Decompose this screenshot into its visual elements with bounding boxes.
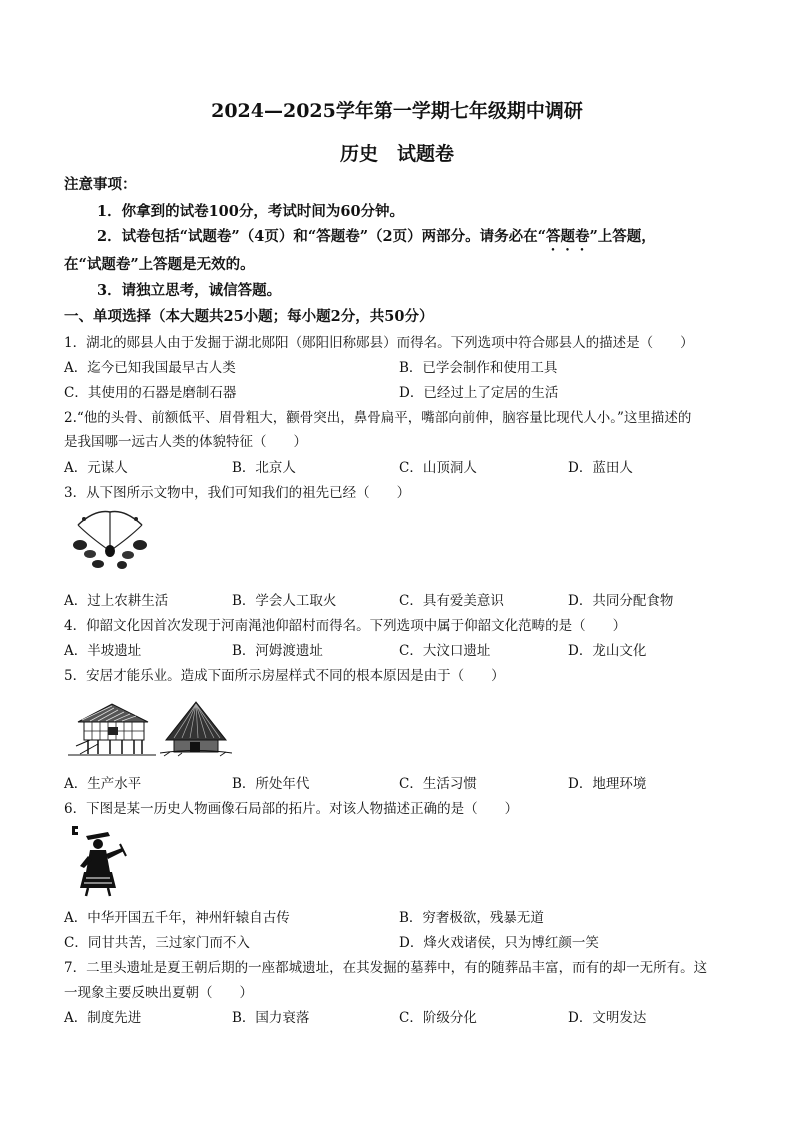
stone-relief-figure-image bbox=[66, 822, 130, 898]
question-5-stem: 5．安居才能乐业。造成下面所示房屋样式不同的根本原因是由于（ ） bbox=[64, 668, 505, 684]
notes-heading: 注意事项： bbox=[64, 176, 137, 193]
question-3-option-b: B．学会人工取火 bbox=[232, 593, 337, 609]
question-5-option-b: B．所处年代 bbox=[232, 776, 310, 792]
question-3-option-d: D．共同分配食物 bbox=[568, 593, 674, 609]
note-3: 3．请独立思考，诚信答题。 bbox=[97, 282, 282, 299]
question-4-option-b: B．河姆渡遗址 bbox=[232, 643, 323, 659]
question-7-option-c: C．阶级分化 bbox=[399, 1010, 477, 1026]
question-5-option-c: C．生活习惯 bbox=[399, 776, 477, 792]
page-subtitle: 历史 试题卷 bbox=[339, 143, 454, 165]
question-2-stem-line-2: 是我国哪一远古人类的体貌特征（ ） bbox=[64, 434, 307, 450]
question-6-stem: 6．下图是某一历史人物画像石局部的拓片。对该人物描述正确的是（ ） bbox=[64, 801, 519, 817]
question-4-stem: 4．仰韶文化因首次发现于河南渑池仰韶村而得名。下列选项中属于仰韶文化范畴的是（ ） bbox=[64, 618, 627, 634]
question-2-option-d: D．蓝田人 bbox=[568, 460, 633, 476]
question-5-option-d: D．地理环境 bbox=[568, 776, 647, 792]
question-4-option-d: D．龙山文化 bbox=[568, 643, 647, 659]
note-1: 1．你拿到的试卷100分，考试时间为60分钟。 bbox=[97, 203, 405, 220]
question-5-option-a: A．生产水平 bbox=[64, 776, 142, 792]
note-2: 2．试卷包括“试题卷”（4页）和“答题卷”（2页）两部分。请务必在“答题卷”上答题， bbox=[97, 228, 656, 245]
question-1-option-d: D．已经过上了定居的生活 bbox=[399, 385, 559, 401]
question-7-option-a: A．制度先进 bbox=[64, 1010, 142, 1026]
note-2-emphasis: 答题卷 bbox=[545, 228, 590, 245]
thatched-hut-image bbox=[160, 700, 232, 758]
question-3-option-c: C．具有爱美意识 bbox=[399, 593, 504, 609]
question-4-option-a: A．半坡遗址 bbox=[64, 643, 142, 659]
question-2-stem-line-1: 2.“他的头骨、前额低平、眉骨粗大，颧骨突出，鼻骨扁平，嘴部向前伸，脑容量比现代人小。”这里描述的 bbox=[64, 410, 692, 426]
page-title: 2024—2025学年第一学期七年级期中调研 bbox=[211, 100, 583, 122]
question-3-option-a: A．过上农耕生活 bbox=[64, 593, 169, 609]
question-2-option-a: A．元谋人 bbox=[64, 460, 128, 476]
stilt-house-image bbox=[68, 700, 156, 758]
question-7-stem-line-2: 一现象主要反映出夏朝（ ） bbox=[64, 985, 253, 1001]
question-1-option-a: A．迄今已知我国最早古人类 bbox=[64, 360, 236, 376]
question-2-option-c: C．山顶洞人 bbox=[399, 460, 477, 476]
question-6-option-b: B．穷奢极欲，残暴无道 bbox=[399, 910, 544, 926]
question-7-stem-line-1: 7．二里头遗址是夏王朝后期的一座都城遗址，在其发掘的墓葬中，有的随葬品丰富，而有的却一无所有。这 bbox=[64, 960, 708, 976]
necklace-artifact-image bbox=[70, 507, 150, 572]
question-1-option-b: B．已学会制作和使用工具 bbox=[399, 360, 558, 376]
question-1-stem: 1．湖北的郧县人由于发掘于湖北郧阳（郧阳旧称郧县）而得名。下列选项中符合郧县人的描述是（ ） bbox=[64, 335, 694, 351]
question-3-stem: 3．从下图所示文物中，我们可知我们的祖先已经（ ） bbox=[64, 485, 411, 501]
question-6-option-c: C．同甘共苦，三过家门而不入 bbox=[64, 935, 250, 951]
note-2-continued: 在“试题卷”上答题是无效的。 bbox=[64, 256, 255, 273]
question-7-option-b: B．国力衰落 bbox=[232, 1010, 310, 1026]
question-6-option-a: A．中华开国五千年，神州轩辕自古传 bbox=[64, 910, 290, 926]
question-6-option-d: D．烽火戏诸侯，只为博红颜一笑 bbox=[399, 935, 599, 951]
question-1-option-c: C．其使用的石器是磨制石器 bbox=[64, 385, 237, 401]
section-heading: 一、单项选择（本大题共25小题；每小题2分，共50分） bbox=[64, 308, 434, 325]
question-2-option-b: B．北京人 bbox=[232, 460, 296, 476]
question-7-option-d: D．文明发达 bbox=[568, 1010, 647, 1026]
question-4-option-c: C．大汶口遗址 bbox=[399, 643, 491, 659]
